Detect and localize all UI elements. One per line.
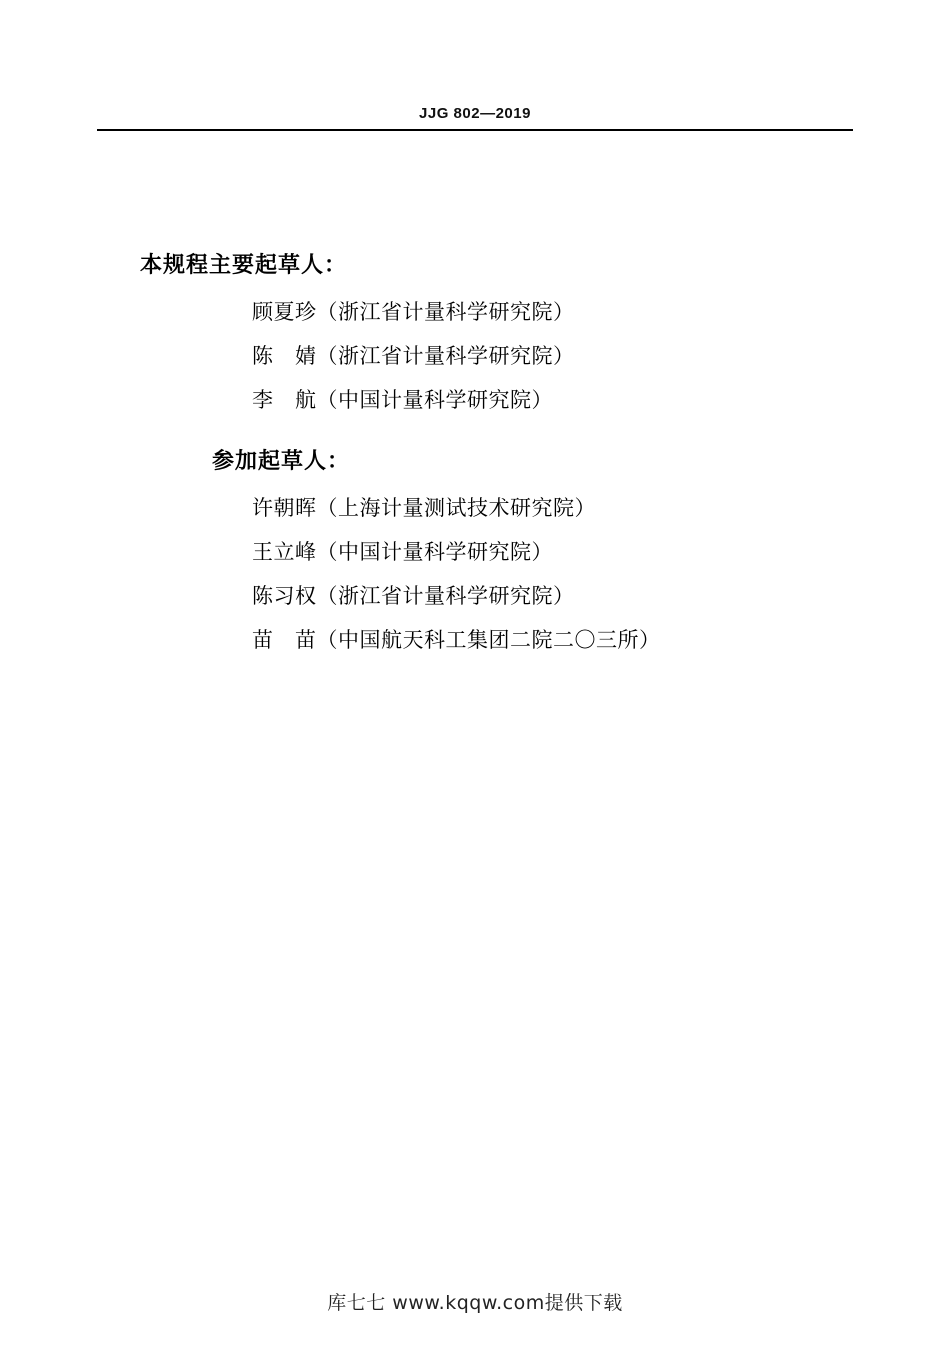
list-item: 顾夏珍（浙江省计量科学研究院） — [252, 300, 575, 324]
list-item: 王立峰（中国计量科学研究院） — [252, 540, 553, 564]
page-footer: 库七七 www.kqqw.com提供下载 — [327, 1292, 623, 1314]
list-item: 李 航（中国计量科学研究院） — [252, 388, 553, 412]
list-item: 陈习权（浙江省计量科学研究院） — [252, 584, 575, 608]
page-header — [97, 105, 853, 123]
list-item: 许朝晖（上海计量测试技术研究院） — [252, 496, 596, 520]
standard-code: JJG 802—2019 — [419, 105, 531, 122]
page-content — [97, 250, 857, 662]
participating-drafters-heading: 参加起草人： — [212, 448, 351, 474]
header-divider — [97, 129, 853, 131]
list-item: 苗 苗（中国航天科工集团二院二〇三所） — [252, 628, 661, 652]
main-drafters-heading: 本规程主要起草人： — [140, 252, 348, 278]
list-item: 陈 婧（浙江省计量科学研究院） — [252, 344, 575, 368]
